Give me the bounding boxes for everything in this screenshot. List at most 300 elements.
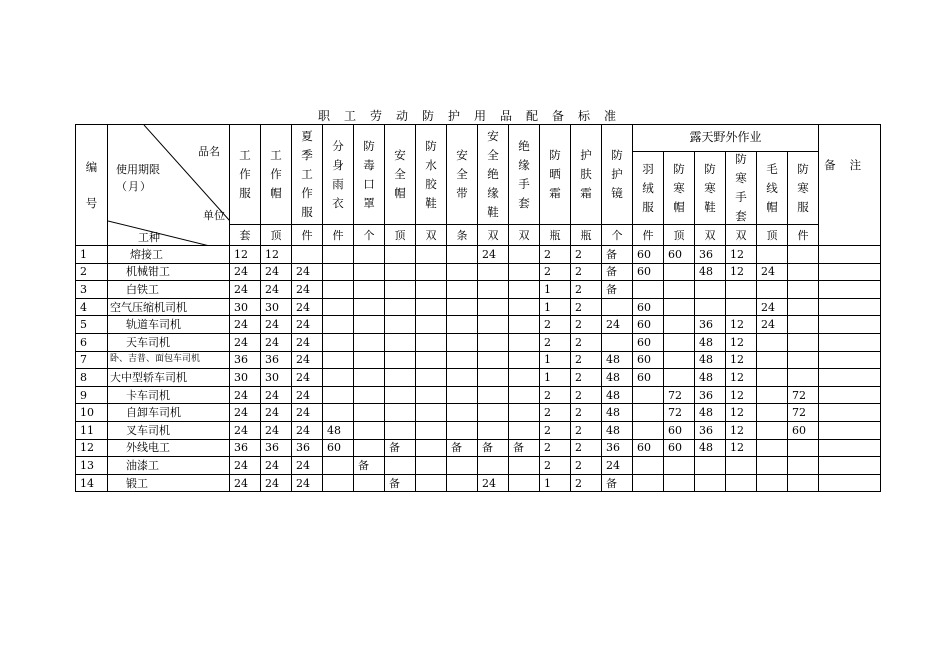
- value-cell: 36: [261, 351, 292, 369]
- unit-cell: 双: [416, 225, 447, 246]
- value-cell: 36: [230, 439, 261, 457]
- value-cell: 72: [788, 404, 819, 422]
- value-cell: 24: [261, 333, 292, 351]
- value-cell: 24: [230, 386, 261, 404]
- value-cell: [416, 474, 447, 492]
- header-label: 工 作 帽: [270, 148, 282, 201]
- value-cell: 24: [230, 474, 261, 492]
- header-label: 防 护 镜: [611, 148, 623, 201]
- value-cell: 24: [261, 474, 292, 492]
- item-header: [230, 125, 261, 225]
- value-cell: 48: [602, 421, 633, 439]
- value-cell: [447, 386, 478, 404]
- value-cell: [478, 298, 509, 316]
- value-cell: [633, 386, 664, 404]
- value-cell: [509, 298, 540, 316]
- value-cell: [664, 351, 695, 369]
- job-type: 白铁工: [108, 281, 230, 299]
- value-cell: [385, 263, 416, 281]
- value-cell: 2: [571, 457, 602, 475]
- value-cell: 48: [695, 404, 726, 422]
- value-cell: 备: [354, 457, 385, 475]
- value-cell: [385, 298, 416, 316]
- table-row: [76, 457, 881, 475]
- value-cell: [509, 351, 540, 369]
- value-cell: 12: [726, 386, 757, 404]
- outdoor-group-header: 露天野外作业: [633, 125, 819, 152]
- unit-cell: 瓶: [540, 225, 571, 246]
- value-cell: [416, 439, 447, 457]
- page-title: 职工劳动防护用品配备标准: [317, 109, 630, 123]
- row-id: 11: [76, 421, 108, 439]
- header-label: 安 全 绝 缘 鞋: [487, 129, 499, 220]
- value-cell: 24: [230, 404, 261, 422]
- value-cell: [447, 316, 478, 334]
- value-cell: 2: [571, 246, 602, 264]
- unit-cell: 件: [323, 225, 354, 246]
- value-cell: 备: [602, 263, 633, 281]
- value-cell: 2: [571, 369, 602, 387]
- job-type: 天车司机: [108, 333, 230, 351]
- value-cell: [416, 457, 447, 475]
- job-type: 卡车司机: [108, 386, 230, 404]
- diagonal-header: [108, 125, 230, 246]
- ppe-standard-table: [75, 124, 881, 492]
- item-name-label: 品名: [198, 145, 220, 158]
- value-cell: 24: [261, 281, 292, 299]
- value-cell: [788, 316, 819, 334]
- value-cell: [416, 369, 447, 387]
- value-cell: [509, 457, 540, 475]
- value-cell: 2: [571, 316, 602, 334]
- value-cell: [788, 281, 819, 299]
- value-cell: [416, 298, 447, 316]
- value-cell: 24: [230, 281, 261, 299]
- value-cell: [819, 369, 881, 387]
- value-cell: [354, 386, 385, 404]
- job-type: 轨道车司机: [108, 316, 230, 334]
- value-cell: [726, 474, 757, 492]
- value-cell: [664, 333, 695, 351]
- value-cell: [664, 298, 695, 316]
- value-cell: [323, 351, 354, 369]
- value-cell: [788, 246, 819, 264]
- value-cell: 12: [726, 351, 757, 369]
- value-cell: 24: [292, 457, 323, 475]
- value-cell: [385, 351, 416, 369]
- value-cell: [447, 298, 478, 316]
- value-cell: [633, 457, 664, 475]
- value-cell: 2: [540, 439, 571, 457]
- value-cell: 24: [602, 316, 633, 334]
- value-cell: [323, 404, 354, 422]
- header-label: 安 全 帽: [394, 148, 406, 201]
- header-label: 绝 缘 手 套: [518, 138, 530, 210]
- value-cell: 2: [540, 386, 571, 404]
- value-cell: 24: [230, 316, 261, 334]
- value-cell: 24: [261, 404, 292, 422]
- table-row: [76, 263, 881, 281]
- header-label: 防 寒 手 套: [735, 152, 747, 224]
- usage-period-label: 使用期限: [116, 163, 160, 176]
- value-cell: [323, 457, 354, 475]
- value-cell: [416, 386, 447, 404]
- table-row: [76, 474, 881, 492]
- value-cell: 备: [478, 439, 509, 457]
- value-cell: [323, 246, 354, 264]
- value-cell: [726, 457, 757, 475]
- value-cell: [447, 351, 478, 369]
- value-cell: 72: [664, 386, 695, 404]
- value-cell: [354, 281, 385, 299]
- value-cell: [788, 333, 819, 351]
- row-id: 7: [76, 351, 108, 369]
- value-cell: [385, 281, 416, 299]
- value-cell: [447, 333, 478, 351]
- value-cell: 2: [571, 404, 602, 422]
- value-cell: 48: [323, 421, 354, 439]
- value-cell: 60: [633, 351, 664, 369]
- value-cell: [323, 369, 354, 387]
- value-cell: [664, 263, 695, 281]
- unit-cell: 件: [292, 225, 323, 246]
- unit-cell: 顶: [261, 225, 292, 246]
- value-cell: 60: [633, 263, 664, 281]
- value-cell: 60: [664, 246, 695, 264]
- value-cell: [819, 439, 881, 457]
- value-cell: [509, 281, 540, 299]
- value-cell: 36: [602, 439, 633, 457]
- value-cell: [385, 404, 416, 422]
- value-cell: 24: [292, 369, 323, 387]
- value-cell: 24: [292, 316, 323, 334]
- value-cell: [819, 421, 881, 439]
- value-cell: 2: [540, 246, 571, 264]
- value-cell: [416, 316, 447, 334]
- value-cell: [819, 404, 881, 422]
- value-cell: [757, 333, 788, 351]
- value-cell: 30: [261, 298, 292, 316]
- row-id: 3: [76, 281, 108, 299]
- value-cell: [385, 386, 416, 404]
- outdoor-item-header: [695, 151, 726, 224]
- table-row: [76, 316, 881, 334]
- value-cell: [354, 351, 385, 369]
- value-cell: 24: [757, 263, 788, 281]
- value-cell: 2: [571, 281, 602, 299]
- value-cell: 60: [664, 421, 695, 439]
- unit-cell: 顶: [385, 225, 416, 246]
- value-cell: 48: [695, 263, 726, 281]
- job-type: 大中型轿车司机: [108, 369, 230, 387]
- value-cell: 24: [478, 474, 509, 492]
- outdoor-item-header: [633, 151, 664, 224]
- value-cell: [323, 298, 354, 316]
- item-header: [354, 125, 385, 225]
- value-cell: [416, 421, 447, 439]
- value-cell: [354, 474, 385, 492]
- value-cell: 2: [571, 474, 602, 492]
- value-cell: [447, 281, 478, 299]
- value-cell: 备: [385, 439, 416, 457]
- value-cell: [695, 474, 726, 492]
- value-cell: 24: [261, 263, 292, 281]
- value-cell: 12: [230, 246, 261, 264]
- item-header: [261, 125, 292, 225]
- value-cell: [819, 281, 881, 299]
- value-cell: [788, 474, 819, 492]
- value-cell: 30: [261, 369, 292, 387]
- table-row: [76, 246, 881, 264]
- value-cell: 2: [540, 421, 571, 439]
- value-cell: [602, 298, 633, 316]
- value-cell: 24: [261, 457, 292, 475]
- value-cell: [385, 333, 416, 351]
- outdoor-item-header: [757, 151, 788, 224]
- job-type: 熔接工: [108, 246, 230, 264]
- value-cell: 24: [292, 474, 323, 492]
- value-cell: 24: [292, 263, 323, 281]
- row-id: 14: [76, 474, 108, 492]
- value-cell: 2: [571, 263, 602, 281]
- value-cell: [323, 281, 354, 299]
- value-cell: [478, 333, 509, 351]
- value-cell: 1: [540, 474, 571, 492]
- unit-cell: 瓶: [571, 225, 602, 246]
- value-cell: 36: [292, 439, 323, 457]
- header-label: 防 寒 服: [797, 161, 809, 214]
- item-header: [323, 125, 354, 225]
- item-header: [540, 125, 571, 225]
- job-type: 锻工: [108, 474, 230, 492]
- value-cell: [819, 316, 881, 334]
- header-label: 防 寒 帽: [673, 161, 685, 214]
- header-label: 分 身 雨 衣: [332, 138, 344, 210]
- value-cell: 2: [571, 439, 602, 457]
- unit-cell: 条: [447, 225, 478, 246]
- value-cell: 72: [664, 404, 695, 422]
- table-row: [76, 298, 881, 316]
- value-cell: [757, 386, 788, 404]
- value-cell: [447, 457, 478, 475]
- value-cell: [819, 246, 881, 264]
- value-cell: [633, 404, 664, 422]
- value-cell: [354, 404, 385, 422]
- value-cell: 备: [602, 246, 633, 264]
- value-cell: 60: [633, 316, 664, 334]
- value-cell: [509, 474, 540, 492]
- value-cell: [416, 263, 447, 281]
- value-cell: 2: [571, 386, 602, 404]
- value-cell: 1: [540, 351, 571, 369]
- table-row: [76, 404, 881, 422]
- value-cell: [447, 263, 478, 281]
- usage-period-unit: （月）: [116, 180, 152, 193]
- value-cell: [354, 439, 385, 457]
- value-cell: 12: [726, 369, 757, 387]
- value-cell: 24: [292, 421, 323, 439]
- value-cell: 48: [602, 404, 633, 422]
- item-header: [571, 125, 602, 225]
- value-cell: [323, 386, 354, 404]
- value-cell: [757, 421, 788, 439]
- value-cell: 60: [633, 246, 664, 264]
- value-cell: [447, 246, 478, 264]
- header-label: 护 肤 霜: [580, 148, 592, 201]
- value-cell: [695, 457, 726, 475]
- job-type: 卧、吉普、面包车司机: [108, 351, 230, 369]
- header-label: 毛 线 帽: [766, 161, 778, 214]
- unit-cell: 件: [633, 225, 664, 246]
- value-cell: 48: [695, 439, 726, 457]
- row-id: 6: [76, 333, 108, 351]
- item-header: [292, 125, 323, 225]
- value-cell: 60: [788, 421, 819, 439]
- unit-cell: 双: [478, 225, 509, 246]
- value-cell: [509, 404, 540, 422]
- value-cell: 60: [633, 439, 664, 457]
- value-cell: [633, 474, 664, 492]
- value-cell: 24: [292, 333, 323, 351]
- job-type: 油漆工: [108, 457, 230, 475]
- value-cell: [788, 439, 819, 457]
- value-cell: 36: [695, 246, 726, 264]
- value-cell: [416, 246, 447, 264]
- value-cell: [323, 333, 354, 351]
- header-label: 防 毒 口 罩: [363, 138, 375, 210]
- value-cell: 60: [633, 369, 664, 387]
- value-cell: [664, 474, 695, 492]
- value-cell: [478, 421, 509, 439]
- item-header: [385, 125, 416, 225]
- value-cell: 36: [695, 421, 726, 439]
- value-cell: [323, 474, 354, 492]
- table-row: [76, 281, 881, 299]
- value-cell: [292, 246, 323, 264]
- value-cell: [819, 351, 881, 369]
- value-cell: [354, 316, 385, 334]
- value-cell: [478, 457, 509, 475]
- id-header: [76, 125, 108, 246]
- value-cell: [354, 246, 385, 264]
- value-cell: 2: [571, 298, 602, 316]
- unit-cell: 双: [509, 225, 540, 246]
- value-cell: [633, 421, 664, 439]
- value-cell: 48: [602, 351, 633, 369]
- job-type: 自卸车司机: [108, 404, 230, 422]
- job-type-label: 工种: [138, 231, 160, 244]
- unit-cell: 套: [230, 225, 261, 246]
- value-cell: [385, 421, 416, 439]
- value-cell: [416, 351, 447, 369]
- value-cell: [788, 457, 819, 475]
- value-cell: [478, 281, 509, 299]
- value-cell: [509, 246, 540, 264]
- value-cell: [757, 404, 788, 422]
- value-cell: 60: [323, 439, 354, 457]
- value-cell: 24: [478, 246, 509, 264]
- value-cell: [509, 333, 540, 351]
- item-header: [602, 125, 633, 225]
- value-cell: 48: [695, 333, 726, 351]
- value-cell: 24: [261, 316, 292, 334]
- value-cell: 2: [540, 263, 571, 281]
- value-cell: [757, 439, 788, 457]
- unit-cell: 个: [602, 225, 633, 246]
- table-row: [76, 421, 881, 439]
- value-cell: [447, 474, 478, 492]
- value-cell: 1: [540, 369, 571, 387]
- value-cell: 备: [509, 439, 540, 457]
- value-cell: 2: [571, 351, 602, 369]
- value-cell: 60: [633, 333, 664, 351]
- value-cell: 2: [571, 333, 602, 351]
- value-cell: [509, 369, 540, 387]
- value-cell: 24: [757, 316, 788, 334]
- value-cell: 48: [695, 351, 726, 369]
- value-cell: [819, 333, 881, 351]
- header-label: 安 全 带: [456, 148, 468, 201]
- value-cell: 24: [292, 351, 323, 369]
- value-cell: 24: [292, 404, 323, 422]
- value-cell: [478, 316, 509, 334]
- remarks-label: 备注: [824, 158, 876, 172]
- outdoor-item-header: [788, 151, 819, 224]
- value-cell: 36: [695, 386, 726, 404]
- value-cell: 2: [540, 316, 571, 334]
- outdoor-item-header: [726, 151, 757, 224]
- row-id: 4: [76, 298, 108, 316]
- header-row: [76, 125, 881, 152]
- value-cell: 30: [230, 298, 261, 316]
- value-cell: 2: [540, 404, 571, 422]
- header-label: 工 作 服: [239, 148, 251, 201]
- value-cell: 1: [540, 298, 571, 316]
- outdoor-item-header: [664, 151, 695, 224]
- value-cell: [726, 281, 757, 299]
- header-label: 夏 季 工 作 服: [301, 129, 313, 220]
- value-cell: 36: [230, 351, 261, 369]
- value-cell: [385, 457, 416, 475]
- value-cell: [819, 457, 881, 475]
- value-cell: 备: [602, 281, 633, 299]
- table-row: [76, 351, 881, 369]
- value-cell: 12: [726, 421, 757, 439]
- value-cell: [509, 263, 540, 281]
- value-cell: 24: [292, 281, 323, 299]
- header-label: 羽 绒 服: [642, 161, 654, 214]
- value-cell: [323, 316, 354, 334]
- unit-cell: 顶: [757, 225, 788, 246]
- job-type: 叉车司机: [108, 421, 230, 439]
- unit-cell: 双: [726, 225, 757, 246]
- value-cell: [788, 351, 819, 369]
- value-cell: [602, 333, 633, 351]
- value-cell: [354, 333, 385, 351]
- value-cell: 48: [602, 386, 633, 404]
- value-cell: 12: [726, 333, 757, 351]
- unit-cell: 顶: [664, 225, 695, 246]
- value-cell: [664, 369, 695, 387]
- value-cell: [664, 281, 695, 299]
- value-cell: [509, 386, 540, 404]
- row-id: 10: [76, 404, 108, 422]
- value-cell: 12: [726, 404, 757, 422]
- value-cell: 60: [633, 298, 664, 316]
- value-cell: 72: [788, 386, 819, 404]
- value-cell: 24: [230, 333, 261, 351]
- value-cell: [385, 369, 416, 387]
